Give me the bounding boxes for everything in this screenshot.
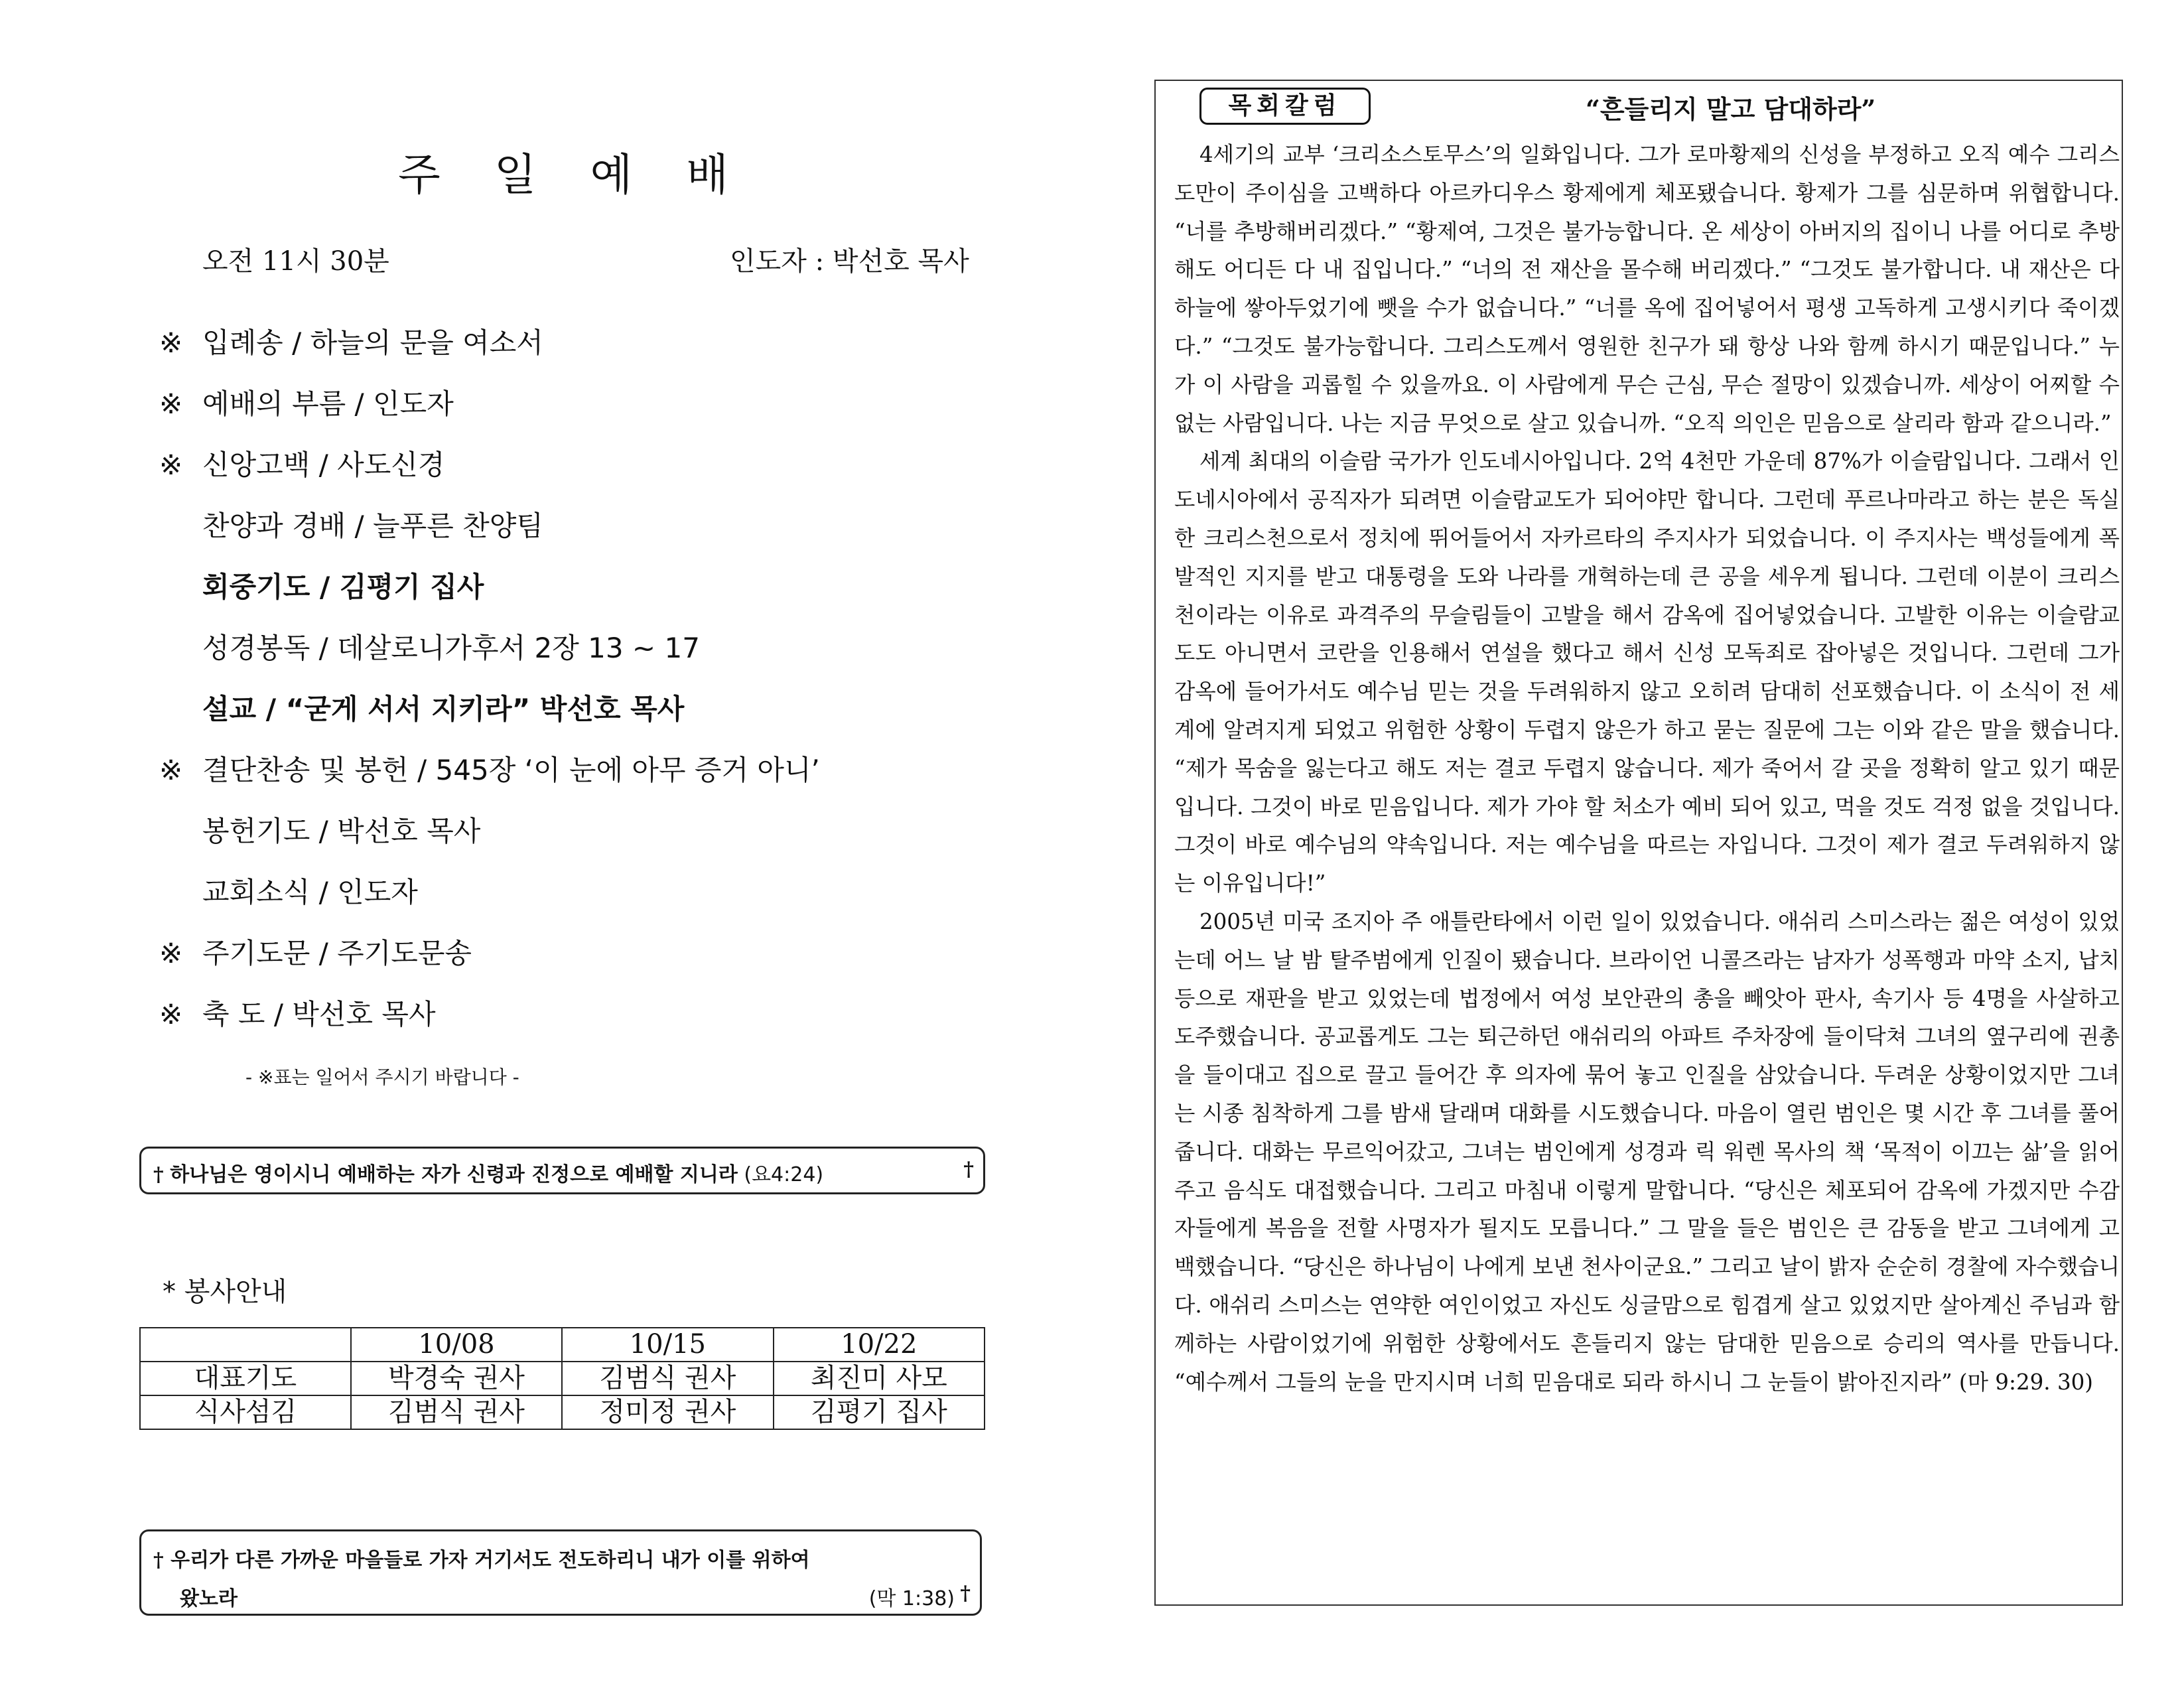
order-item (159, 321, 543, 361)
table-header-cell: 10/15 (562, 1328, 773, 1362)
order-item-text: 주기도문 / 주기도문송 (202, 937, 472, 969)
service-time: 오전 11시 30분 (202, 246, 389, 277)
table-cell-role: 식사섬김 (140, 1395, 351, 1429)
verse-reference: (막 1:38) (868, 1587, 955, 1610)
volunteer-table (139, 1327, 985, 1430)
standing-mark: ※ (159, 937, 183, 969)
order-item-text: 성경봉독 / 데살로니가후서 2장 13 ~ 17 (202, 632, 700, 664)
volunteer-heading: * 봉사안내 (163, 1277, 287, 1307)
order-item-text: 교회소식 / 인도자 (202, 876, 418, 908)
order-item (159, 993, 436, 1032)
table-header-cell: 10/08 (351, 1328, 562, 1362)
standing-mark: ※ (159, 326, 183, 359)
verse-text-line2: 왔노라 (180, 1587, 238, 1610)
column-paragraph: 4세기의 교부 ‘크리소스토무스’의 일화입니다. 그가 로마황제의 신성을 부정하고 오직 예수 그리스도만이 주이심을 고백하다 아르카디우스 황제에게 체포됐습니다. 황제가 그를 심문하며 위협합니다. “너를 추방해버리겠다.” “황제여, 그것은 불가능합니다. 온 세상이 아버지의 집이니 나를 어디로 추방해도 어디든 다 내 집입니다.” “너의 전 재산을 몰수해 버리겠다.” “그것도 불가합니다. 내 재산은 다 하늘에 쌓아두었기에 뺏을 수가 없습니다.” “너를 옥에 집어넣어서 평생 고독하게 고생시키다 죽이겠다.” “그것도 불가능합니다. 그리스도께서 영원한 친구가 돼 항상 나와 함께 하시기 때문입니다.” 누가 이 사람을 괴롭힐 수 있을까요. 이 사람에게 무슨 근심, 무슨 절망이 있겠습니까. 세상이 어찌할 수 없는 사람입니다. 나는 지금 무엇으로 살고 있습니까. “오직 의인은 믿음으로 살리라 함과 같으니라.” (1174, 142, 2120, 436)
standing-note: - ※표는 일어서 주시기 바랍니다 - (245, 1066, 519, 1088)
service-leader: 인도자 : 박선호 목사 (730, 246, 969, 277)
order-item (159, 626, 700, 666)
order-item-text: 찬양과 경배 / 늘푸른 찬양팀 (202, 510, 543, 542)
verse-reference: (요4:24) (744, 1163, 824, 1186)
table-header-cell (140, 1328, 351, 1362)
table-cell: 김평기 집사 (774, 1395, 985, 1429)
column-badge: 목회칼럼 (1199, 88, 1371, 125)
order-item (159, 810, 480, 849)
verse-text-line1: 우리가 다른 가까운 마을들로 가자 거기서도 전도하리니 내가 이를 위하여 (171, 1549, 810, 1572)
order-item-text: 봉헌기도 / 박선호 목사 (202, 815, 481, 847)
order-item (159, 871, 418, 910)
order-item (159, 443, 444, 483)
cross-icon: † (153, 1549, 164, 1572)
column-title: “흔들리지 말고 담대하라” (1586, 94, 1876, 124)
order-item-text: 축 도 / 박선호 목사 (202, 998, 436, 1030)
table-row (140, 1395, 985, 1429)
table-header-cell: 10/22 (774, 1328, 985, 1362)
verse-box (139, 1147, 985, 1194)
cross-icon: † (963, 1158, 974, 1181)
standing-mark: ※ (159, 754, 183, 786)
order-item (159, 504, 543, 544)
order-item (159, 932, 472, 971)
order-item-text: 입례송 / 하늘의 문을 여소서 (202, 326, 543, 359)
table-cell: 박경숙 권사 (351, 1362, 562, 1395)
table-cell: 정미정 권사 (562, 1395, 773, 1429)
standing-mark: ※ (159, 388, 183, 420)
order-item-text: 회중기도 / 김평기 집사 (202, 571, 484, 603)
table-cell-role: 대표기도 (140, 1362, 351, 1395)
column-paragraph: 세계 최대의 이슬람 국가가 인도네시아입니다. 2억 4천만 가운데 87%가 이슬람입니다. 그래서 인도네시아에서 공직자가 되려면 이슬람교도가 되어야만 합니다. 그런데 푸르나마라고 하는 분은 독실한 크리스천으로서 정치에 뛰어들어서 자카르타의 주지사가 되었습니다. 이 주지사는 백성들에게 폭발적인 지지를 받고 대통령을 도와 나라를 개혁하는데 큰 공을 세우게 됩니다. 그런데 이분이 크리스천이라는 이유로 과격주의 무슬림들이 고발을 해서 감옥에 집어넣었습니다. 고발한 이유는 이슬람교도도 아니면서 코란을 인용해서 연설을 했다고 해서 신성 모독죄로 잡아넣은 것입니다. 그런데 그가 감옥에 들어가서도 예수님 믿는 것을 두려워하지 않고 오히려 담대히 선포했습니다. 이 소식이 전 세계에 알려지게 되었고 위험한 상황이 두렵지 않은가 하고 묻는 질문에 그는 이와 같은 말을 했습니다. “제가 목숨을 잃는다고 해도 저는 결코 두렵지 않습니다. 제가 죽어서 갈 곳을 정확히 알고 있기 때문입니다. 그것이 바로 믿음입니다. 제가 가야 할 처소가 예비 되어 있고, 먹을 것도 걱정 없을 것입니다. 그것이 바로 예수님의 약속입니다. 저는 예수님을 따르는 자입니다. 그것이 제가 결코 두려워하지 않는 이유입니다!” (1174, 449, 2120, 896)
table-cell: 김범식 권사 (351, 1395, 562, 1429)
cross-icon: † (960, 1582, 971, 1605)
verse-text: 하나님은 영이시니 예배하는 자가 신령과 진정으로 예배할 지니라 (170, 1163, 738, 1186)
table-cell: 최진미 사모 (774, 1362, 985, 1395)
order-item (159, 382, 454, 422)
column-body (1174, 136, 2120, 1596)
page-title: 주 일 예 배 (398, 149, 748, 200)
order-item-text: 결단찬송 및 봉헌 / 545장 ‘이 눈에 아무 증거 아니’ (202, 754, 820, 786)
order-item (159, 748, 820, 788)
cross-icon: † (153, 1163, 164, 1186)
table-cell: 김범식 권사 (562, 1362, 773, 1395)
order-item (159, 565, 484, 605)
order-item-text: 신앙고백 / 사도신경 (202, 449, 445, 481)
column-paragraph: 2005년 미국 조지아 주 애틀란타에서 이런 일이 있었습니다. 애쉬리 스미스라는 젊은 여성이 있었는데 어느 날 밤 탈주범에게 인질이 됐습니다. 브라이언 니콜즈라는 남자가 성폭행과 마약 소지, 납치 등으로 재판을 받고 있었는데 법정에서 여성 보안관의 총을 빼앗아 판사, 속기사 등 4명을 사살하고 도주했습니다. 공교롭게도 그는 퇴근하던 애쉬리의 아파트 주차장에 들이닥쳐 그녀의 옆구리에 권총을 들이대고 집으로 끌고 들어간 후 의자에 묶어 놓고 인질을 삼았습니다. 두려운 상황이었지만 그녀는 시종 침착하게 그를 밤새 달래며 대화를 시도했습니다. 마음이 열린 범인은 몇 시간 후 그녀를 풀어 줍니다. 대화는 무르익어갔고, 그녀는 범인에게 성경과 릭 워렌 목사의 책 ‘목적이 이끄는 삶’을 읽어주고 음식도 대접했습니다. 그리고 마침내 이렇게 말합니다. “당신은 체포되어 감옥에 가겠지만 수감자들에게 복음을 전할 사명자가 될지도 모릅니다.” 그 말을 들은 범인은 큰 감동을 받고 그녀에게 고백했습니다. “당신은 하나님이 나에게 보낸 천사이군요.” 그리고 날이 밝자 순순히 경찰에 자수했습니다. 애쉬리 스미스는 연약한 여인이었고 자신도 싱글맘으로 힘겹게 살고 있었지만 살아계신 주님과 함께하는 사람이었기에 위험한 상황에서도 흔들리지 않는 담대한 믿음으로 승리의 역사를 만듭니다. “예수께서 그들의 눈을 만지시며 너희 믿음대로 되라 하시니 그 눈들이 밝아진지라” (마 9:29. 30) (1174, 908, 2120, 1395)
order-item-text: 예배의 부름 / 인도자 (202, 388, 454, 420)
standing-mark: ※ (159, 998, 183, 1030)
order-item (159, 687, 684, 727)
standing-mark: ※ (159, 449, 183, 481)
order-item-text: 설교 / “굳게 서서 지키라” 박선호 목사 (202, 693, 685, 725)
table-header-row (140, 1328, 985, 1362)
verse-box (139, 1529, 982, 1616)
table-row (140, 1362, 985, 1395)
